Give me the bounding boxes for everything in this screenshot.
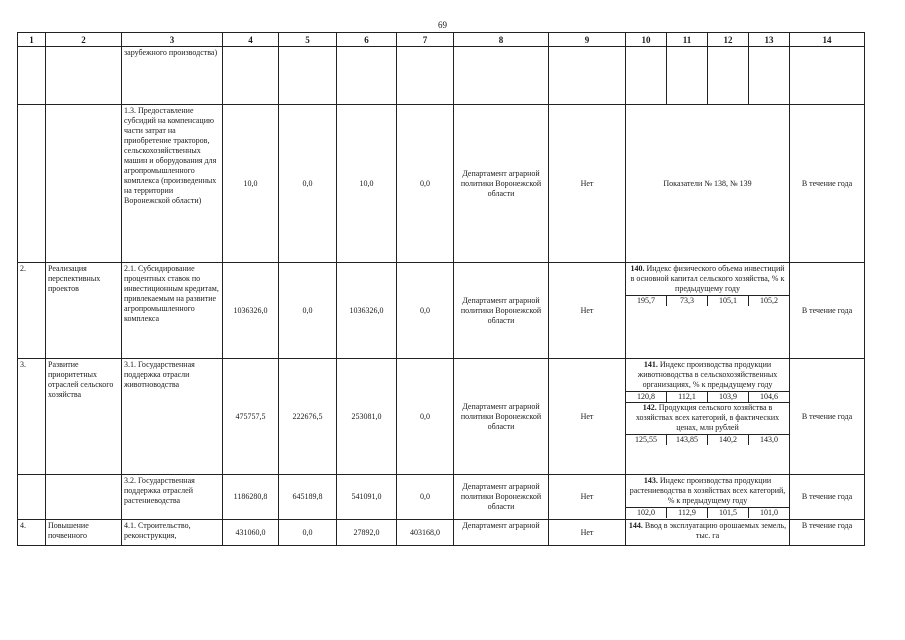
header-cell: 4 bbox=[223, 33, 279, 47]
value-cell: 222676,5 bbox=[279, 359, 337, 475]
value-cell: 10,0 bbox=[223, 105, 279, 263]
indicator-cell bbox=[626, 359, 790, 475]
indicator-values bbox=[626, 507, 789, 518]
indicator-value: 120,8 bbox=[626, 392, 667, 402]
table-row bbox=[18, 475, 865, 520]
table-row bbox=[18, 105, 865, 263]
indicator-text: 143. Индекс производства продукции растениеводства в хозяйствах всех категорий, % к предыдущему году bbox=[629, 476, 786, 505]
value-cell: 253081,0 bbox=[337, 359, 397, 475]
indicator-value: 112,9 bbox=[667, 508, 708, 518]
executor-cell: Департамент аграрной политики Воронежской области bbox=[454, 105, 549, 263]
header-cell: 6 bbox=[337, 33, 397, 47]
row-number: 3. bbox=[18, 359, 46, 475]
indicator-value: 102,0 bbox=[626, 508, 667, 518]
executor-cell: Департамент аграрной политики Воронежской области bbox=[454, 359, 549, 475]
header-cell: 14 bbox=[790, 33, 865, 47]
indicator-text: 142. Продукция сельского хозяйства в хозяйствах всех категорий, в фактических ценах, млн рублей bbox=[626, 402, 789, 433]
indicator-value: 104,6 bbox=[760, 392, 778, 401]
indicator-value: 73,3 bbox=[667, 296, 708, 306]
value-cell: 645189,8 bbox=[279, 475, 337, 520]
measure-cell: 2.1. Субсидирование процентных ставок по инвестиционным кредитам, привлекаемым на развитие агропромышленного комплекса bbox=[122, 263, 223, 359]
value-cell: 0,0 bbox=[397, 263, 454, 359]
value-cell: Нет bbox=[549, 359, 626, 475]
indicator-text: 141. Индекс производства продукции животноводства в сельскохозяйственных организациях, % к предыдущему году bbox=[637, 360, 778, 389]
measure-cell: 3.1. Государственная поддержка отрасли животноводства bbox=[122, 359, 223, 475]
value-cell: 0,0 bbox=[279, 105, 337, 263]
value-cell: 0,0 bbox=[279, 520, 337, 546]
indicator-value: 101,0 bbox=[760, 508, 778, 517]
executor-cell: Департамент аграрной политики Воронежской области bbox=[454, 475, 549, 520]
measure-cell: 4.1. Строительство, реконструкция, bbox=[122, 520, 223, 546]
direction-cell: Развитие приоритетных отраслей сельского хозяйства bbox=[46, 359, 122, 475]
program-measures-table bbox=[17, 32, 865, 546]
value-cell: Нет bbox=[549, 475, 626, 520]
value-cell: 10,0 bbox=[337, 105, 397, 263]
indicator-value: 101,5 bbox=[708, 508, 749, 518]
indicator-values bbox=[626, 295, 789, 306]
executor-cell: Департамент аграрной bbox=[454, 520, 549, 546]
header-cell: 3 bbox=[122, 33, 223, 47]
value-cell: 475757,5 bbox=[223, 359, 279, 475]
header-cell: 13 bbox=[749, 33, 790, 47]
term-cell: В течение года bbox=[790, 359, 865, 475]
indicator-value: 112,1 bbox=[667, 392, 708, 402]
row-number: 2. bbox=[18, 263, 46, 359]
row-number: 4. bbox=[18, 520, 46, 546]
indicator-value: 105,2 bbox=[760, 296, 778, 305]
header-row bbox=[18, 33, 865, 47]
indicator-value: 125,55 bbox=[626, 435, 667, 445]
term-cell: В течение года bbox=[790, 520, 865, 546]
value-cell: 1186280,8 bbox=[223, 475, 279, 520]
value-cell: Нет bbox=[549, 263, 626, 359]
value-cell: 0,0 bbox=[279, 263, 337, 359]
indicators-cell: Показатели № 138, № 139 bbox=[626, 105, 790, 263]
table-row bbox=[18, 359, 865, 475]
indicator-cell: 144. Ввод в эксплуатацию орошаемых земель, тыс. га bbox=[626, 520, 790, 546]
header-cell: 2 bbox=[46, 33, 122, 47]
header-cell: 10 bbox=[626, 33, 667, 47]
value-cell: 541091,0 bbox=[337, 475, 397, 520]
value-cell: 0,0 bbox=[397, 359, 454, 475]
value-cell: 1036326,0 bbox=[223, 263, 279, 359]
header-cell: 1 bbox=[18, 33, 46, 47]
value-cell: 1036326,0 bbox=[337, 263, 397, 359]
indicator-values bbox=[626, 391, 789, 402]
indicator-cell bbox=[626, 475, 790, 520]
term-cell: В течение года bbox=[790, 475, 865, 520]
table-row bbox=[18, 47, 865, 105]
table-row bbox=[18, 263, 865, 359]
direction-cell: Реализация перспективных проектов bbox=[46, 263, 122, 359]
header-cell: 8 bbox=[454, 33, 549, 47]
measure-cell: зарубежного производства) bbox=[122, 47, 223, 105]
value-cell: Нет bbox=[549, 520, 626, 546]
indicator-values bbox=[626, 434, 789, 445]
indicator-cell bbox=[626, 263, 790, 359]
executor-cell: Департамент аграрной политики Воронежской области bbox=[454, 263, 549, 359]
indicator-value: 140,2 bbox=[708, 435, 749, 445]
header-cell: 9 bbox=[549, 33, 626, 47]
value-cell: 0,0 bbox=[397, 475, 454, 520]
measure-cell: 3.2. Государственная поддержка отраслей растениеводства bbox=[122, 475, 223, 520]
indicator-value: 143,85 bbox=[667, 435, 708, 445]
value-cell: 403168,0 bbox=[397, 520, 454, 546]
measure-cell: 1.3. Предоставление субсидий на компенсацию части затрат на приобретение тракторов, сельскохозяйственных машин и оборудования для агропромышленного комплекса (произведенных на территории Воронежской области) bbox=[122, 105, 223, 263]
indicator-text: 140. Индекс физического объема инвестиций в основной капитал сельского хозяйства, % к предыдущему году bbox=[630, 264, 785, 293]
header-cell: 12 bbox=[708, 33, 749, 47]
value-cell: 27892,0 bbox=[337, 520, 397, 546]
term-cell: В течение года bbox=[790, 105, 865, 263]
term-cell: В течение года bbox=[790, 263, 865, 359]
value-cell: 431060,0 bbox=[223, 520, 279, 546]
header-cell: 5 bbox=[279, 33, 337, 47]
indicator-value: 105,1 bbox=[708, 296, 749, 306]
value-cell: Нет bbox=[549, 105, 626, 263]
table-row bbox=[18, 520, 865, 546]
header-cell: 7 bbox=[397, 33, 454, 47]
indicator-value: 143,0 bbox=[760, 435, 778, 444]
value-cell: 0,0 bbox=[397, 105, 454, 263]
header-cell: 11 bbox=[667, 33, 708, 47]
direction-cell: Повышение почвенного bbox=[46, 520, 122, 546]
page-number: 69 bbox=[438, 20, 447, 30]
indicator-value: 103,9 bbox=[708, 392, 749, 402]
indicator-value: 195,7 bbox=[626, 296, 667, 306]
